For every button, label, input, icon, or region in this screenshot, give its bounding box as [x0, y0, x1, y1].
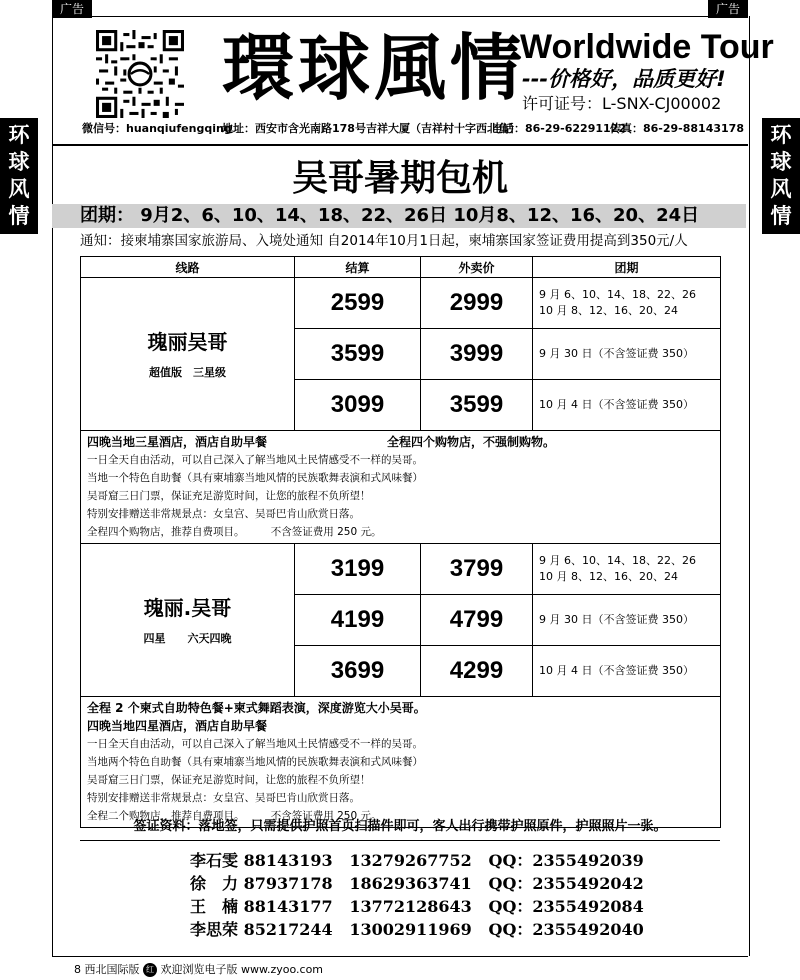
retail-price: 4299 — [421, 646, 533, 697]
table-header-row — [81, 257, 721, 278]
settle-price: 3599 — [295, 329, 421, 380]
route-description — [81, 697, 721, 828]
ad-tag-left: 广告 — [52, 0, 92, 18]
route-name-cell — [81, 278, 295, 431]
group-dates: 10 月 4 日（不含签证费 350） — [533, 380, 721, 431]
address: 地址：西安市含光南路178号吉祥大厦（吉祥村十字西北角） — [222, 122, 520, 135]
description-line: 特别安排赠送非常规景点：女皇宫、吴哥巴肯山欣赏日落。 — [87, 508, 360, 520]
description-line: 吴哥窟三日门票，保证充足游览时间，让您的旅程不负所望！ — [87, 774, 371, 786]
phone: 电话：86-29-62291122 — [492, 122, 626, 135]
page-number: 8 — [74, 963, 81, 976]
header-divider — [52, 144, 748, 146]
route-subtitle: 超值版 三星级 — [149, 366, 226, 379]
side-char: 环 — [770, 123, 792, 147]
group-date-line: 9 月 6、10、14、18、22、26 — [539, 554, 696, 567]
col-header-retail: 外卖价 — [421, 257, 533, 278]
route-name: 瑰丽吴哥 — [147, 330, 228, 354]
group-dates: 9 月 30 日（不含签证费 350） — [533, 595, 721, 646]
contacts-divider — [80, 840, 720, 841]
route-name-cell — [81, 544, 295, 697]
description-line: 当地两个特色自助餐（具有柬埔寨当地风情的民族歌舞表演和式风味餐） — [87, 756, 423, 768]
settle-price: 3699 — [295, 646, 421, 697]
retail-price: 3599 — [421, 380, 533, 431]
description-highlight: 四晚当地三星酒店，酒店自助早餐 全程四个购物店，不强制购物。 — [87, 435, 556, 449]
description-line: 全程二个购物店，推荐自费项目。 不含签证费用 250 元。 — [87, 810, 382, 822]
group-dates — [533, 278, 721, 329]
publisher-logo-icon: 红 — [143, 963, 157, 977]
route-description-cell — [81, 431, 721, 544]
route-name: 瑰丽.吴哥 — [143, 596, 232, 620]
bottom-rule — [52, 956, 748, 957]
side-char: 风 — [8, 177, 30, 201]
col-header-settle: 结算 — [295, 257, 421, 278]
ad-tag-right: 广告 — [708, 0, 748, 18]
contact-line: 李石雯 88143193 13279267752 QQ：2355492039 — [190, 851, 644, 870]
brand-logo-text: 環球風情 — [222, 25, 527, 110]
route-subtitle: 四星 六天四晚 — [143, 632, 232, 645]
side-char: 风 — [770, 177, 792, 201]
description-line: 当地一个特色自助餐（具有柬埔寨当地风情的民族歌舞表演和式风味餐） — [87, 472, 423, 484]
group-date-line: 10 月 8、12、16、20、24 — [539, 570, 678, 583]
description-line: 一日全天自由活动，可以自己深入了解当地风土民情感受不一样的吴哥。 — [87, 738, 423, 750]
settle-price: 2599 — [295, 278, 421, 329]
description-line: 全程四个购物店，推荐自费项目。 不含签证费用 250 元。 — [87, 526, 382, 538]
route-description-cell — [81, 697, 721, 828]
description-line: 一日全天自由活动，可以自己深入了解当地风土民情感受不一样的吴哥。 — [87, 454, 423, 466]
side-char: 情 — [770, 204, 792, 228]
contact-line: 王 楠 88143177 13772128643 QQ：2355492084 — [190, 897, 644, 916]
contact-line: 徐 力 87937178 18629363741 QQ：2355492042 — [190, 874, 644, 893]
col-header-dates: 团期 — [533, 257, 721, 278]
description-line: 特别安排赠送非常规景点：女皇宫、吴哥巴肯山欣赏日落。 — [87, 792, 360, 804]
top-rule — [52, 16, 748, 17]
side-char: 环 — [8, 123, 30, 147]
col-header-route: 线路 — [81, 257, 295, 278]
retail-price: 3999 — [421, 329, 533, 380]
slogan: ---价格好，品质更好! — [522, 67, 726, 91]
side-char: 球 — [8, 150, 30, 174]
qr-code-icon — [96, 30, 184, 118]
retail-price: 3799 — [421, 544, 533, 595]
side-label-left — [0, 118, 38, 234]
group-date-line: 9 月 6、10、14、18、22、26 — [539, 288, 696, 301]
price-table — [80, 256, 721, 828]
description-highlight: 全程 2 个柬式自助特色餐+柬式舞蹈表演，深度游览大小吴哥。 — [87, 701, 426, 715]
license-number: 许可证号：L-SNX-CJ00002 — [522, 94, 722, 113]
contact-line: 李思荣 85217244 13002911969 QQ：2355492040 — [190, 920, 644, 939]
group-dates: 10 月 4 日（不含签证费 350） — [533, 646, 721, 697]
group-dates: 9 月 30 日（不含签证费 350） — [533, 329, 721, 380]
table-row — [81, 544, 721, 595]
visa-notice: 通知：接柬埔寨国家旅游局、入境处通知 自2014年10月1日起，柬埔寨国家签证费用提高到350元/人 — [80, 233, 688, 249]
page-footer — [74, 962, 323, 978]
side-char: 情 — [8, 204, 30, 228]
section-name: 西北国际版 — [84, 963, 140, 976]
wechat-id: 微信号：huanqiufengqing — [82, 122, 232, 135]
departure-dates-bar: 团期： 9月2、6、10、14、18、22、26日 10月8、12、16、20、24日 — [52, 204, 746, 228]
retail-price: 2999 — [421, 278, 533, 329]
retail-price: 4799 — [421, 595, 533, 646]
footer-text: 欢迎浏览电子版 www.zyoo.com — [160, 963, 324, 976]
side-label-right — [762, 118, 800, 234]
side-char: 球 — [770, 150, 792, 174]
settle-price: 3099 — [295, 380, 421, 431]
description-highlight: 四晚当地四星酒店，酒店自助早餐 — [87, 719, 268, 733]
group-date-line: 10 月 8、12、16、20、24 — [539, 304, 678, 317]
settle-price: 4199 — [295, 595, 421, 646]
settle-price: 3199 — [295, 544, 421, 595]
route-description — [81, 431, 721, 544]
visa-requirements: 签证资料：落地签，只需提供护照首页扫描件即可，客人出行携带护照原件，护照照片一张。 — [133, 819, 667, 834]
description-line: 吴哥窟三日门票，保证充足游览时间，让您的旅程不负所望！ — [87, 490, 371, 502]
page-title: 吴哥暑期包机 — [291, 158, 508, 199]
brand-english: Worldwide Tour — [520, 28, 774, 66]
group-dates — [533, 544, 721, 595]
table-row — [81, 278, 721, 329]
fax: 传真：86-29-88143178 — [610, 122, 744, 135]
